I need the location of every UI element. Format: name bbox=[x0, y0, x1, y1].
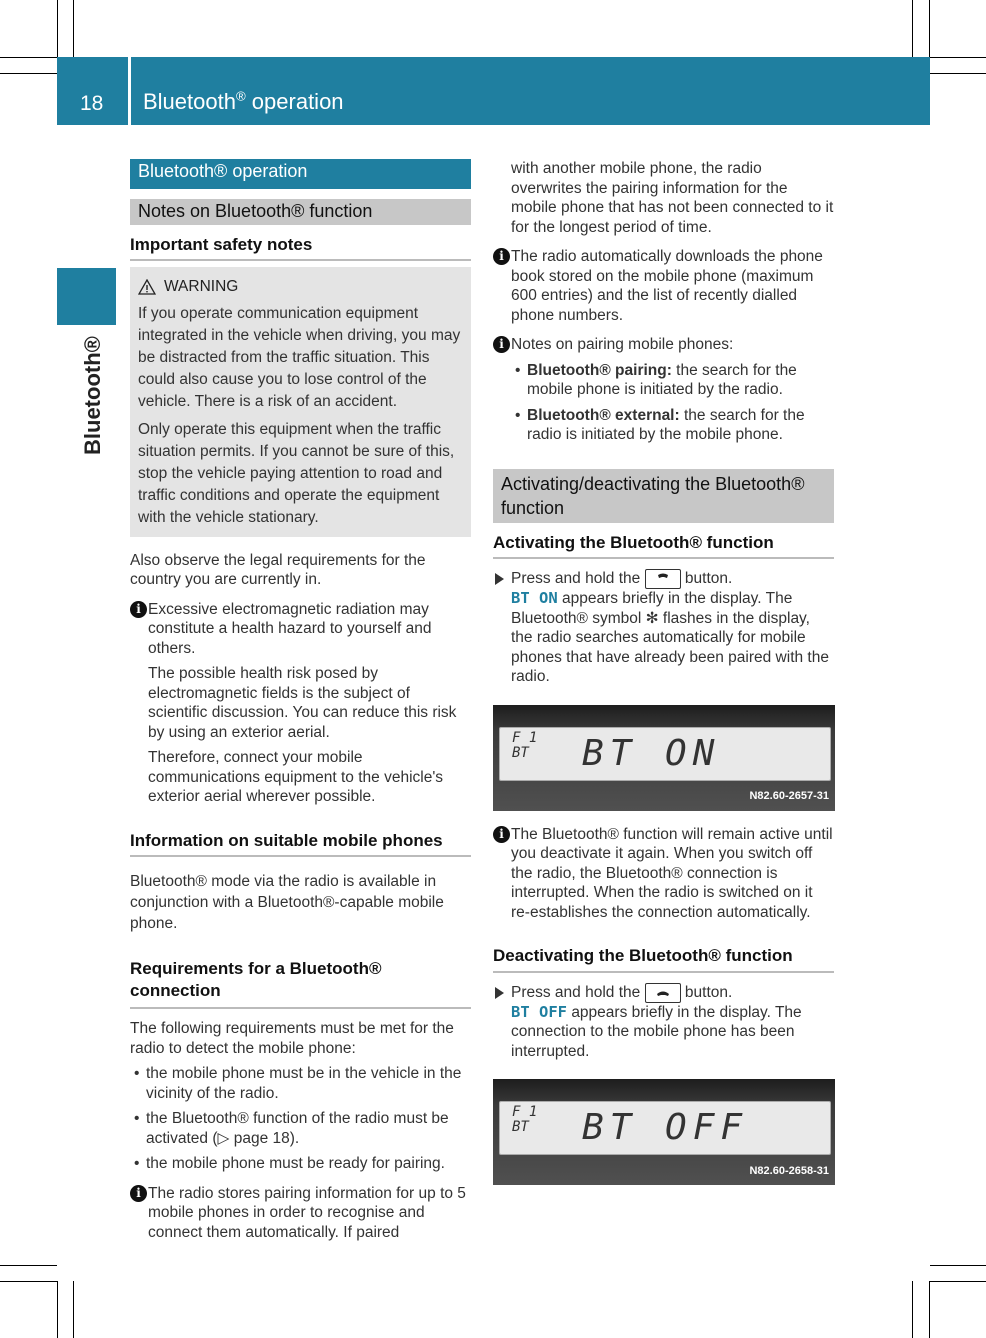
instruction-step: Press and hold the button. BT OFF appears briefly in the display. The connection to the mobile phone has been interrupted. bbox=[493, 983, 834, 1062]
chapter-tab bbox=[57, 268, 116, 325]
phones-text: Bluetooth® mode via the radio is available in conjunction with a Bluetooth®-capable mobile phone. bbox=[130, 873, 444, 932]
instruction-step: Press and hold the button. BT ON appears briefly in the display. The Bluetooth® symbol ✻ flashes in the display, the radio searches automatically for mobile phones that have already been paired with the radio. bbox=[493, 569, 834, 687]
safety-heading: Important safety notes bbox=[130, 235, 471, 262]
warning-triangle-icon bbox=[138, 279, 156, 295]
crop-mark bbox=[57, 0, 58, 57]
figure-reference: N82.60-2658-31 bbox=[749, 1164, 829, 1177]
arrow-icon bbox=[495, 987, 504, 999]
info-note: i Excessive electromagnetic radiation may constitute a health hazard to yourself and others. The possible health risk posed by electromagnetic fields is the subject of scientific discussion. You can reduce this risk by using an exterior aerial. Therefore, connect your mobile communications equipment to the vehicle's exterior aerial wherever possible. bbox=[130, 600, 471, 807]
crop-mark bbox=[0, 73, 57, 74]
info-icon: i bbox=[493, 826, 510, 843]
lcd-screen: F 1 BT BT OFF bbox=[499, 1101, 831, 1155]
radio-display-image bbox=[493, 1079, 835, 1185]
info-note: i Notes on pairing mobile phones: • Bluetooth® pairing: the search for the mobile phone is initiated by the radio. • Bluetooth® external: the search for the radio is initiated by the mobile phone. bbox=[493, 335, 834, 445]
info-note: i The radio stores pairing information for up to 5 mobile phones in order to recognise and connect them automatically. If paired bbox=[130, 1184, 471, 1243]
crop-mark bbox=[73, 0, 74, 57]
radio-display-image bbox=[493, 705, 835, 811]
lcd-screen: F 1 BT BT ON bbox=[499, 727, 831, 781]
info-icon: i bbox=[493, 336, 510, 353]
figure-reference: N82.60-2657-31 bbox=[749, 790, 829, 802]
crop-mark bbox=[929, 1281, 930, 1338]
section-title: Bluetooth® operation bbox=[130, 159, 471, 189]
info-icon: i bbox=[130, 1185, 147, 1202]
crop-mark bbox=[73, 1281, 74, 1338]
continued-text: with another mobile phone, the radio overwrites the pairing information for the mobile phone that has not been connected to it for the longest period of time. bbox=[511, 160, 834, 236]
info-icon: i bbox=[130, 601, 147, 618]
warning-box bbox=[130, 267, 471, 537]
display-code: BT OFF bbox=[511, 1002, 567, 1021]
warning-para: If you operate communication equipment integrated in the vehicle when driving, you may be distracted from the traffic situation. This could also cause you to lose control of the vehicle. There is a risk of an accident. bbox=[138, 304, 461, 410]
arrow-icon bbox=[495, 573, 504, 585]
warning-title: WARNING bbox=[138, 277, 463, 297]
requirements-heading: Requirements for a Bluetooth® connection bbox=[130, 958, 471, 1009]
list-item: • Bluetooth® external: the search for the radio is initiated by the mobile phone. bbox=[511, 406, 834, 445]
info-note: i The Bluetooth® function will remain active until you deactivate it again. When you switch off the radio, the Bluetooth® connection is interrupted. When the radio is switched on it re-establishes the connection automatically. bbox=[493, 825, 834, 923]
warning-para: Only operate this equipment when the traffic situation permits. If you cannot be sure of this, stop the vehicle paying attention to road and traffic conditions and operate the equipment with the vehicle stationary. bbox=[138, 420, 455, 526]
crop-mark bbox=[0, 57, 57, 58]
left-column bbox=[130, 159, 471, 1242]
crop-mark bbox=[930, 1281, 986, 1282]
chapter-label: Bluetooth® bbox=[80, 336, 105, 455]
list-item: • the mobile phone must be in the vehicle in the vicinity of the radio. bbox=[130, 1064, 471, 1103]
crop-mark bbox=[57, 1281, 58, 1338]
crop-mark bbox=[930, 73, 986, 74]
info-icon: i bbox=[493, 248, 510, 265]
crop-mark bbox=[0, 1281, 57, 1282]
crop-mark bbox=[0, 1265, 57, 1266]
subsection-title: Activating/deactivating the Bluetooth® function bbox=[493, 469, 834, 523]
crop-mark bbox=[929, 0, 930, 57]
info-note: i The radio automatically downloads the phone book stored on the mobile phone (maximum 600 entries) and the list of recently dialled phone numbers. bbox=[493, 247, 834, 325]
crop-mark bbox=[930, 1265, 986, 1266]
crop-mark bbox=[912, 0, 913, 57]
crop-mark bbox=[912, 1281, 913, 1338]
list-item: • Bluetooth® pairing: the search for the mobile phone is initiated by the radio. bbox=[511, 361, 834, 400]
list-item: • the mobile phone must be ready for pairing. bbox=[130, 1154, 471, 1174]
deactivate-heading: Deactivating the Bluetooth® function bbox=[493, 946, 834, 973]
page-title: Bluetooth® operation bbox=[143, 88, 344, 114]
list-item: • the Bluetooth® function of the radio must be activated (▷ page 18). bbox=[130, 1109, 471, 1148]
activate-heading: Activating the Bluetooth® function bbox=[493, 533, 834, 560]
right-column bbox=[493, 159, 834, 1185]
phone-hangup-icon bbox=[645, 983, 681, 1003]
crop-mark bbox=[930, 57, 986, 58]
header-divider bbox=[128, 57, 131, 125]
subsection-title: Notes on Bluetooth® function bbox=[130, 199, 471, 225]
requirements-intro: The following requirements must be met for the radio to detect the mobile phone: bbox=[130, 1020, 454, 1057]
display-code: BT ON bbox=[511, 589, 558, 607]
page-number: 18 bbox=[80, 92, 104, 115]
phone-pickup-icon bbox=[645, 569, 681, 589]
phones-heading: Information on suitable mobile phones bbox=[130, 831, 471, 858]
legal-note: Also observe the legal requirements for the country you are currently in. bbox=[130, 551, 426, 588]
